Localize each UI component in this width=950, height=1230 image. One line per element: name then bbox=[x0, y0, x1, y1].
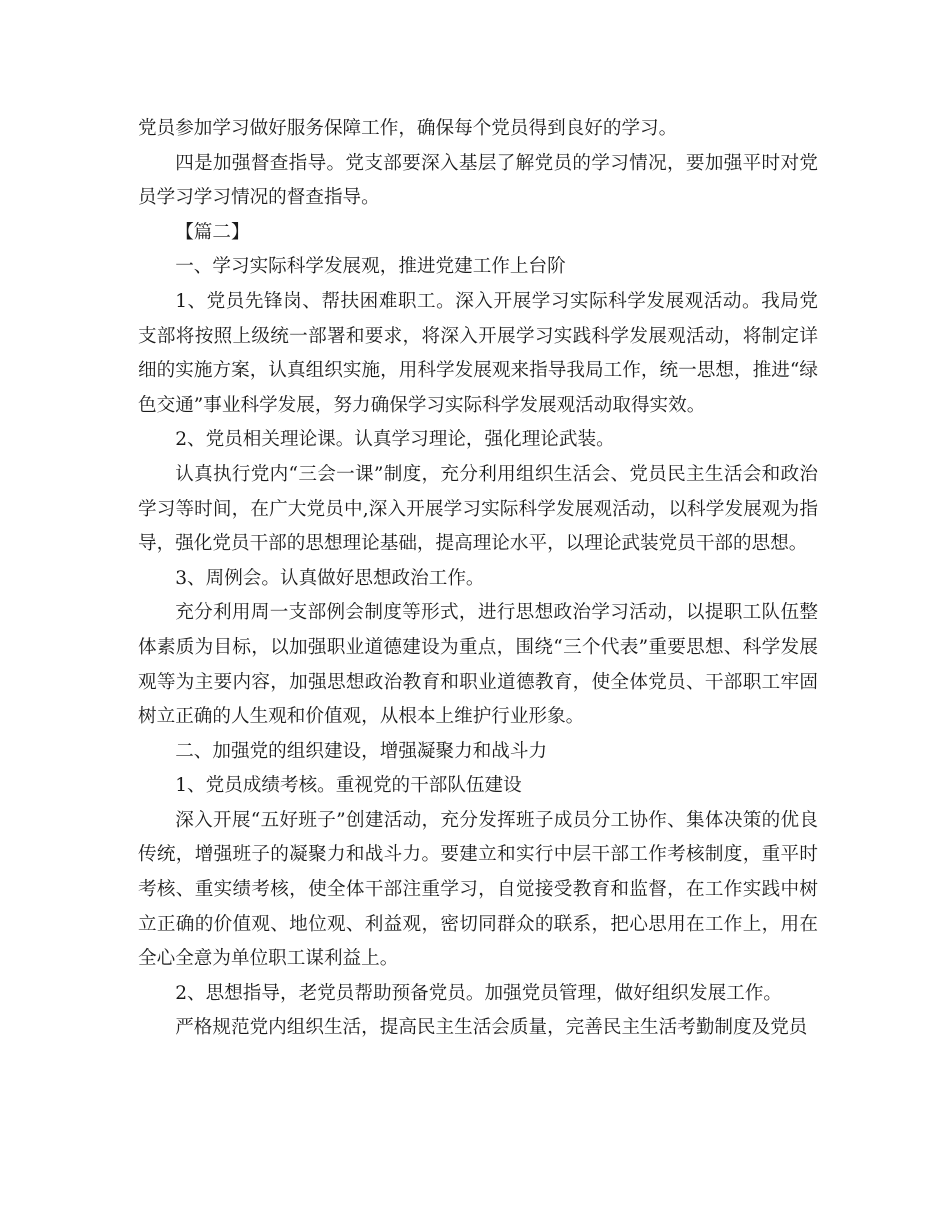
paragraph: 深入开展“五好班子”创建活动，充分发挥班子成员分工协作、集体决策的优良传统，增强班子的凝聚力和战斗力。要建立和实行中层干部工作考核制度，重平时考核、重实绩考核，使全体干部注重学习，自觉接受教育和监督，在工作实践中树立正确的价值观、地位观、利益观，密切同群众的联系，把心思用在工作上，用在全心全意为单位职工谋利益上。 bbox=[138, 809, 818, 970]
section-heading: 二、加强党的组织建设，增强凝聚力和战斗力 bbox=[175, 740, 548, 762]
document-body bbox=[138, 112, 818, 1046]
paragraph: 严格规范党内组织生活，提高民主生活会质量，完善民主生活考勤制度及党员 bbox=[175, 1017, 808, 1039]
section-heading: 一、学习实际科学发展观，推进党建工作上台阶 bbox=[175, 256, 566, 278]
section-heading: 【篇二】 bbox=[175, 221, 250, 243]
subsection-heading: 2、党员相关理论课。认真学习理论，强化理论武装。 bbox=[175, 429, 615, 451]
paragraph: 1、党员先锋岗、帮扶困难职工。深入开展学习实际科学发展观活动。我局党支部将按照上级统一部署和要求，将深入开展学习实践科学发展观活动，将制定详细的实施方案，认真组织实施，用科学发展观来指导我局工作，统一思想，推进“绿色交通”事业科学发展，努力确保学习实际科学发展观活动取得实效。 bbox=[138, 290, 818, 416]
paragraph: 充分利用周一支部例会制度等形式，进行思想政治学习活动，以提职工队伍整体素质为目标，以加强职业道德建设为重点，围绕“三个代表”重要思想、科学发展观等为主要内容，加强思想政治教育和职业道德教育，使全体党员、干部职工牢固树立正确的人生观和价值观，从根本上维护行业形象。 bbox=[138, 602, 818, 728]
paragraph: 认真执行党内“三会一课”制度，充分利用组织生活会、党员民主生活会和政治学习等时间，在广大党员中,深入开展学习实际科学发展观活动，以科学发展观为指导，强化党员干部的思想理论基础，提高理论水平，以理论武装党员干部的思想。 bbox=[138, 463, 818, 555]
subsection-heading: 2、思想指导，老党员帮助预备党员。加强党员管理，做好组织发展工作。 bbox=[175, 982, 783, 1004]
subsection-heading: 1、党员成绩考核。重视党的干部队伍建设 bbox=[175, 775, 522, 797]
paragraph: 四是加强督查指导。党支部要深入基层了解党员的学习情况，要加强平时对党员学习学习情况的督查指导。 bbox=[138, 152, 818, 209]
subsection-heading: 3、周例会。认真做好思想政治工作。 bbox=[175, 567, 485, 589]
paragraph: 党员参加学习做好服务保障工作，确保每个党员得到良好的学习。 bbox=[138, 118, 678, 139]
